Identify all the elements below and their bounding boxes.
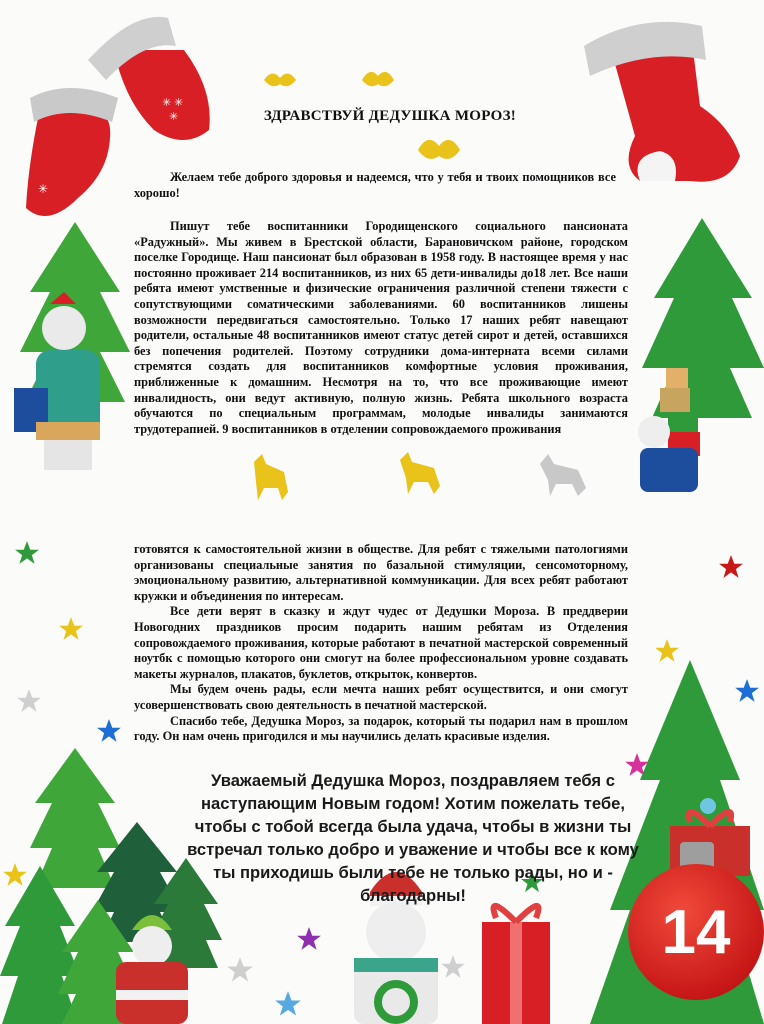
- letter-paragraph-1: [134, 219, 628, 437]
- letter-greeting-block: [134, 170, 616, 201]
- gold-angel-icon: [258, 66, 302, 94]
- polar-bear-sweater-icon: [14, 292, 122, 472]
- paragraph-text: готовятся к самостоятельной жизни в обществе. Для ребят с тяжелыми патологиями организованы специальные занятия по базальной стимуляции, сенсомоторному, эмоциональному развитию, альтернативной коммуникации. Для всех ребят работают кружки и объединения по интересам.: [134, 542, 628, 603]
- svg-text:✳: ✳: [38, 182, 49, 196]
- letter-title: ЗДРАВСТВУЙ ДЕДУШКА МОРОЗ!: [263, 108, 517, 124]
- silver-star-icon: [226, 956, 254, 984]
- paragraph-text: Мы будем очень рады, если мечта наших ребят осуществится, и они смогут усовершенствовать свою деятельность в печатной мастерской.: [134, 682, 628, 712]
- day-number-ornament: [628, 864, 764, 1000]
- paragraph-text: Пишут тебе воспитанники Городищенского социального пансионата «Радужный». Мы живем в Брестской области, Барановичском районе, городском поселке Городище. Наш пансионат был образован в 1958 году. В настоящее время у нас постоянно проживает 214 воспитанников, из них 65 дети-инвалиды до18 лет. Все наши ребята имеют умственные и физические ограничения различной степени тяжести с сопутствующими соматическими заболеваниями. 60 воспитанников лишены возможности передвигаться самостоятельно. Только 17 наших ребят навещают родители, остальные 48 воспитанников имеют статус детей сирот и детей, оставшихся без попечения родителей. Поэтому сотрудники дома-интерната всеми силами стремятся создать для воспитанников комфортные условия проживания, приближенные к домашним. Несмотря на то, что все проживающие имеют инвалидность, они ведут активную, полную жизнь. Ребята школьного возраста обучаются по специальным программам, молодые инвалиды занимаются трудотерапией. 9 воспитанников в отделении сопровождаемого проживания: [134, 219, 628, 436]
- blue-star-icon: [96, 718, 122, 744]
- gold-angel-icon: [412, 130, 466, 168]
- letter-body-bottom: [134, 542, 628, 745]
- bear-with-hat-icon: [110, 900, 194, 1024]
- bear-with-gifts-icon: [632, 368, 712, 498]
- green-star-icon: [14, 540, 40, 566]
- blue-star-icon: [274, 990, 302, 1018]
- paragraph-text: Все дети верят в сказку и ждут чудес от Дедушки Мороза. В преддверии Новогодних праздников просим подарить нашим ребятам из Отделения сопровождаемого проживания, которые работают в печатной мастерской современный ноутбк с помощью которого они смогут на более профессиональном уровне создавать макеты журналов, плакатов, буклетов, открыток, конвертов.: [134, 604, 628, 681]
- day-number: 14: [661, 897, 731, 967]
- silver-star-icon: [16, 688, 42, 714]
- purple-star-icon: [296, 926, 322, 952]
- gold-angel-icon: [358, 64, 398, 94]
- closing-wishes: Уважаемый Дедушка Мороз, поздравляем тебя с наступающим Новым годом! Хотим пожелать тебе, чтобы с тобой всегда была удача, чтобы в жизни ты встречал только добро и уважение и чтобы все к кому ты приходишь были тебе не только рады, но и - благодарны!: [187, 771, 639, 905]
- svg-text:✳ ✳: ✳ ✳: [162, 97, 184, 109]
- red-stocking-icon: [580, 16, 755, 186]
- gold-reindeer-icon: [396, 452, 444, 496]
- svg-text:✳: ✳: [169, 111, 179, 123]
- gold-star-icon: [58, 616, 84, 642]
- paragraph-text: Спасибо тебе, Дедушка Мороз, за подарок, который ты подарил нам в прошлом году. Он нам очень пригодился и мы научились делать красивые изделия.: [134, 713, 628, 744]
- red-star-icon: [718, 554, 744, 580]
- red-gift-box-icon: [476, 892, 556, 1024]
- silver-reindeer-icon: [536, 454, 590, 498]
- letter-greeting: Желаем тебе доброго здоровья и надеемся, что у тебя и твоих помощников все хорошо!: [134, 170, 616, 200]
- gold-reindeer-icon: [248, 452, 292, 502]
